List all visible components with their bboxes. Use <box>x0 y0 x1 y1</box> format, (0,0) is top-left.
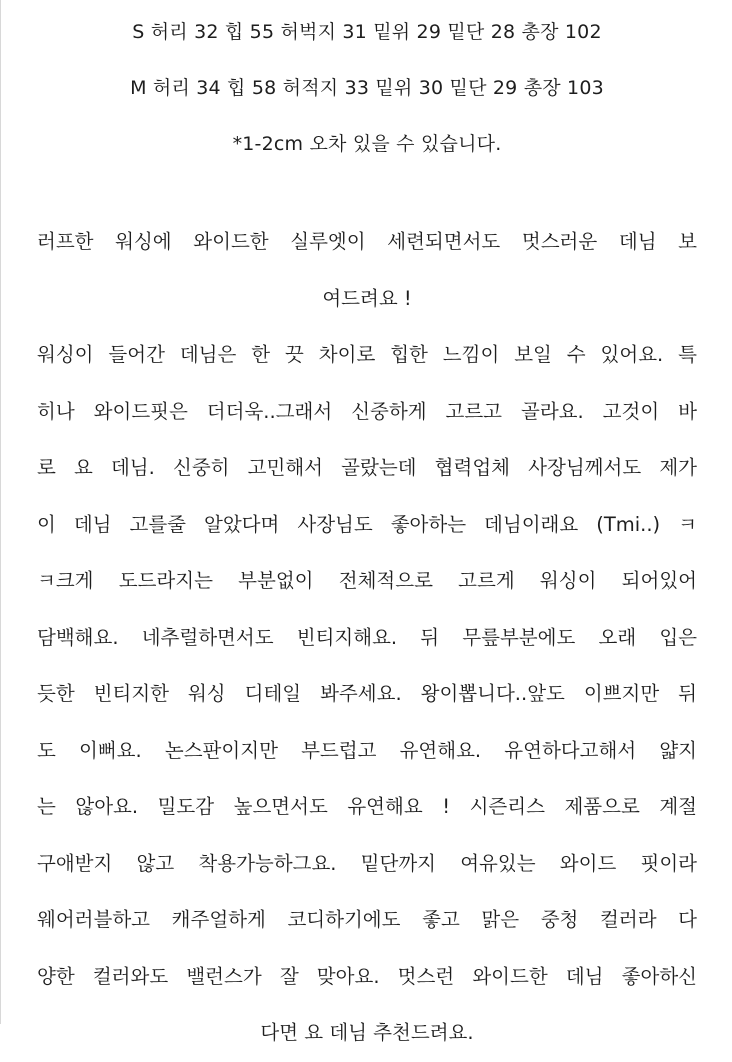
description-line: 러프한 워싱에 와이드한 실루엣이 세련되면서도 멋스러운 데님 보 <box>37 230 697 253</box>
description-line: 로 요 데님. 신중히 고민해서 골랐는데 협력업체 사장님께서도 제가 <box>37 456 697 479</box>
product-description <box>37 214 697 1062</box>
description-line: 는 않아요. 밀도감 높으면서도 유연해요 ! 시즌리스 제품으로 계절 <box>37 795 697 818</box>
size-chart <box>1 4 732 172</box>
size-s-measurements: S 허리 32 힙 55 허벅지 31 밑위 29 밑단 28 총장 102 <box>132 21 602 43</box>
description-line: 이 데님 고를줄 알았다며 사장님도 좋아하는 데님이래요 (Tmi..) ㅋ <box>37 512 697 536</box>
description-line: 듯한 빈티지한 워싱 디테일 봐주세요. 왕이뽑니다..앞도 이쁘지만 뒤 <box>37 682 697 705</box>
description-line: 히나 와이드핏은 더더욱..그래서 신중하게 고르고 골라요. 고것이 바 <box>37 399 697 423</box>
description-line: 담백해요. 네추럴하면서도 빈티지해요. 뒤 무릎부분에도 오래 입은 <box>37 625 697 649</box>
description-line: 다면 요 데님 추천드려요. <box>260 1021 474 1044</box>
description-line: 양한 컬러와도 밸런스가 잘 맞아요. 멋스런 와이드한 데님 좋아하신 <box>37 964 697 988</box>
description-line: 도 이뻐요. 논스판이지만 부드럽고 유연해요. 유연하다고해서 얇지 <box>37 738 697 762</box>
description-line: 구애받지 않고 착용가능하그요. 밑단까지 여유있는 와이드 핏이라 <box>37 851 697 875</box>
description-line: 여드려요 ! <box>322 286 412 310</box>
description-line: 웨어러블하고 캐주얼하게 코디하기에도 좋고 맑은 중청 컬러라 다 <box>37 908 697 931</box>
size-m-measurements: M 허리 34 힙 58 허적지 33 밑위 30 밑단 29 총장 103 <box>130 77 604 99</box>
description-line: ㅋ크게 도드라지는 부분없이 전체적으로 고르게 워싱이 되어있어 <box>37 569 697 592</box>
measurement-tolerance-note: *1-2cm 오차 있을 수 있습니다. <box>232 133 502 155</box>
description-line: 워싱이 들어간 데님은 한 끗 차이로 힙한 느낌이 보일 수 있어요. 특 <box>37 343 697 366</box>
